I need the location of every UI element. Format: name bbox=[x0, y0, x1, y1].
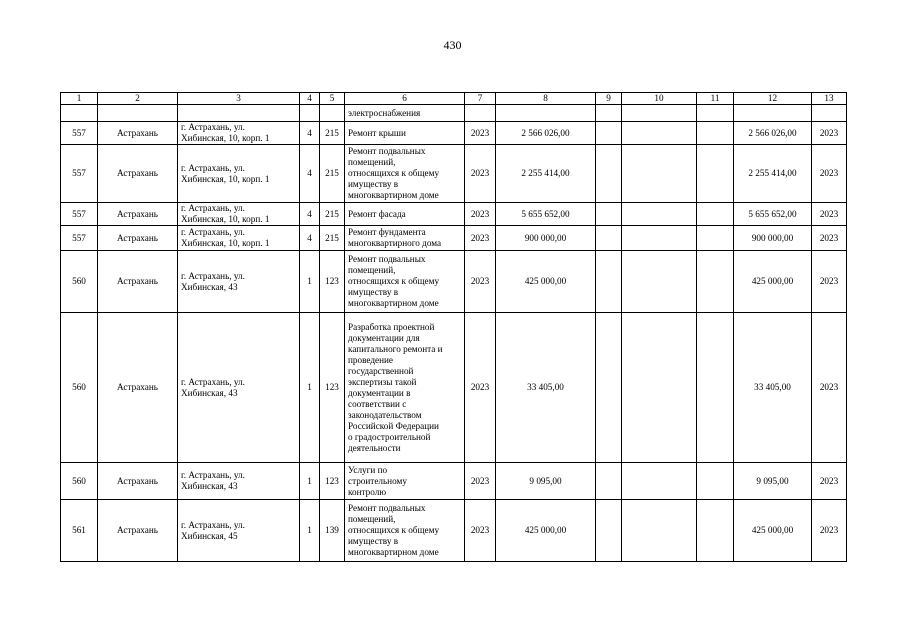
city-cell: Астрахань bbox=[98, 463, 178, 500]
table-row bbox=[61, 226, 847, 251]
header-row bbox=[61, 93, 847, 105]
cell bbox=[812, 105, 847, 122]
col4-cell: 1 bbox=[300, 313, 320, 463]
col11-cell bbox=[697, 313, 734, 463]
work-cell: Ремонт крыши bbox=[345, 122, 465, 145]
amount-cell: 2 566 026,00 bbox=[496, 122, 596, 145]
col11-cell bbox=[697, 226, 734, 251]
row-id-cell: 560 bbox=[61, 313, 98, 463]
cell bbox=[465, 105, 496, 122]
address-cell: г. Астрахань, ул. Хибинская, 10, корп. 1 bbox=[178, 226, 300, 251]
col10-cell bbox=[622, 122, 697, 145]
year-end-cell: 2023 bbox=[812, 203, 847, 226]
col5-cell: 215 bbox=[320, 122, 345, 145]
page-number: 430 bbox=[443, 38, 462, 52]
row-id-cell: 560 bbox=[61, 251, 98, 313]
col4-cell: 4 bbox=[300, 203, 320, 226]
work-cell: Ремонт подвальных помещений, относящихся к общему имуществу в многоквартирном доме bbox=[345, 500, 465, 562]
col4-cell: 1 bbox=[300, 500, 320, 562]
table-row bbox=[61, 313, 847, 463]
amount-cell: 5 655 652,00 bbox=[496, 203, 596, 226]
col10-cell bbox=[622, 313, 697, 463]
cell bbox=[178, 105, 300, 122]
col11-cell bbox=[697, 203, 734, 226]
continuation-row bbox=[61, 105, 847, 122]
city-cell: Астрахань bbox=[98, 500, 178, 562]
col5-cell: 123 bbox=[320, 313, 345, 463]
cell bbox=[697, 105, 734, 122]
total-cell: 425 000,00 bbox=[734, 251, 812, 313]
year-cell: 2023 bbox=[465, 203, 496, 226]
work-cell: Ремонт фасада bbox=[345, 203, 465, 226]
year-end-cell: 2023 bbox=[812, 122, 847, 145]
col9-cell bbox=[596, 313, 622, 463]
col10-cell bbox=[622, 203, 697, 226]
col5-cell: 215 bbox=[320, 226, 345, 251]
col4-cell: 4 bbox=[300, 226, 320, 251]
row-id-cell: 561 bbox=[61, 500, 98, 562]
total-cell: 2 566 026,00 bbox=[734, 122, 812, 145]
col9-cell bbox=[596, 251, 622, 313]
year-end-cell: 2023 bbox=[812, 145, 847, 203]
col5-cell: 123 bbox=[320, 463, 345, 500]
col5-cell: 139 bbox=[320, 500, 345, 562]
col9-cell bbox=[596, 226, 622, 251]
address-cell: г. Астрахань, ул. Хибинская, 10, корп. 1 bbox=[178, 122, 300, 145]
total-cell: 2 255 414,00 bbox=[734, 145, 812, 203]
header-cell: 1 bbox=[61, 93, 98, 105]
row-id-cell: 560 bbox=[61, 463, 98, 500]
year-end-cell: 2023 bbox=[812, 500, 847, 562]
col4-cell: 1 bbox=[300, 463, 320, 500]
col10-cell bbox=[622, 500, 697, 562]
col5-cell: 123 bbox=[320, 251, 345, 313]
address-cell: г. Астрахань, ул. Хибинская, 10, корп. 1 bbox=[178, 203, 300, 226]
cell bbox=[61, 105, 98, 122]
repair-program-table bbox=[60, 92, 847, 562]
col4-cell: 4 bbox=[300, 145, 320, 203]
work-cell: Разработка проектной документации для капитального ремонта и проведение государственной экспертизы такой документации в соответствии с законодательством Российской Федерации о градостроительной деятельности bbox=[345, 313, 465, 463]
city-cell: Астрахань bbox=[98, 122, 178, 145]
col10-cell bbox=[622, 251, 697, 313]
total-cell: 425 000,00 bbox=[734, 500, 812, 562]
year-cell: 2023 bbox=[465, 500, 496, 562]
cell bbox=[596, 105, 622, 122]
total-cell: 33 405,00 bbox=[734, 313, 812, 463]
cell bbox=[622, 105, 697, 122]
col9-cell bbox=[596, 500, 622, 562]
header-cell: 3 bbox=[178, 93, 300, 105]
year-cell: 2023 bbox=[465, 463, 496, 500]
city-cell: Астрахань bbox=[98, 203, 178, 226]
col10-cell bbox=[622, 226, 697, 251]
city-cell: Астрахань bbox=[98, 226, 178, 251]
col4-cell: 4 bbox=[300, 122, 320, 145]
col10-cell bbox=[622, 145, 697, 203]
col9-cell bbox=[596, 203, 622, 226]
address-cell: г. Астрахань, ул. Хибинская, 43 bbox=[178, 313, 300, 463]
header-cell: 8 bbox=[496, 93, 596, 105]
header-cell: 12 bbox=[734, 93, 812, 105]
year-cell: 2023 bbox=[465, 122, 496, 145]
year-end-cell: 2023 bbox=[812, 313, 847, 463]
col11-cell bbox=[697, 463, 734, 500]
table-row bbox=[61, 145, 847, 203]
header-cell: 6 bbox=[345, 93, 465, 105]
year-cell: 2023 bbox=[465, 313, 496, 463]
col11-cell bbox=[697, 500, 734, 562]
row-id-cell: 557 bbox=[61, 203, 98, 226]
amount-cell: 425 000,00 bbox=[496, 500, 596, 562]
cell bbox=[496, 105, 596, 122]
address-cell: г. Астрахань, ул. Хибинская, 43 bbox=[178, 251, 300, 313]
col9-cell bbox=[596, 145, 622, 203]
col9-cell bbox=[596, 122, 622, 145]
header-cell: 7 bbox=[465, 93, 496, 105]
header-cell: 13 bbox=[812, 93, 847, 105]
year-cell: 2023 bbox=[465, 145, 496, 203]
col4-cell: 1 bbox=[300, 251, 320, 313]
col9-cell bbox=[596, 463, 622, 500]
row-id-cell: 557 bbox=[61, 226, 98, 251]
city-cell: Астрахань bbox=[98, 251, 178, 313]
table-row bbox=[61, 203, 847, 226]
work-cell: Ремонт фундамента многоквартирного дома bbox=[345, 226, 465, 251]
cell bbox=[320, 105, 345, 122]
row-id-cell: 557 bbox=[61, 122, 98, 145]
work-cell: Ремонт подвальных помещений, относящихся к общему имуществу в многоквартирном доме bbox=[345, 145, 465, 203]
col10-cell bbox=[622, 463, 697, 500]
col11-cell bbox=[697, 122, 734, 145]
amount-cell: 425 000,00 bbox=[496, 251, 596, 313]
total-cell: 5 655 652,00 bbox=[734, 203, 812, 226]
row-id-cell: 557 bbox=[61, 145, 98, 203]
year-end-cell: 2023 bbox=[812, 226, 847, 251]
address-cell: г. Астрахань, ул. Хибинская, 45 bbox=[178, 500, 300, 562]
work-cell: Услуги по строительному контролю bbox=[345, 463, 465, 500]
address-cell: г. Астрахань, ул. Хибинская, 10, корп. 1 bbox=[178, 145, 300, 203]
col5-cell: 215 bbox=[320, 203, 345, 226]
table-row bbox=[61, 463, 847, 500]
amount-cell: 33 405,00 bbox=[496, 313, 596, 463]
header-cell: 10 bbox=[622, 93, 697, 105]
header-cell: 4 bbox=[300, 93, 320, 105]
city-cell: Астрахань bbox=[98, 313, 178, 463]
year-cell: 2023 bbox=[465, 251, 496, 313]
table-row bbox=[61, 251, 847, 313]
amount-cell: 900 000,00 bbox=[496, 226, 596, 251]
header-cell: 11 bbox=[697, 93, 734, 105]
cell bbox=[300, 105, 320, 122]
city-cell: Астрахань bbox=[98, 145, 178, 203]
col11-cell bbox=[697, 145, 734, 203]
total-cell: 9 095,00 bbox=[734, 463, 812, 500]
table-row bbox=[61, 122, 847, 145]
year-cell: 2023 bbox=[465, 226, 496, 251]
total-cell: 900 000,00 bbox=[734, 226, 812, 251]
cell bbox=[734, 105, 812, 122]
year-end-cell: 2023 bbox=[812, 463, 847, 500]
work-cell: Ремонт подвальных помещений, относящихся к общему имуществу в многоквартирном доме bbox=[345, 251, 465, 313]
header-cell: 5 bbox=[320, 93, 345, 105]
amount-cell: 2 255 414,00 bbox=[496, 145, 596, 203]
header-cell: 2 bbox=[98, 93, 178, 105]
year-end-cell: 2023 bbox=[812, 251, 847, 313]
col11-cell bbox=[697, 251, 734, 313]
address-cell: г. Астрахань, ул. Хибинская, 43 bbox=[178, 463, 300, 500]
work-cell: электроснабжения bbox=[345, 105, 465, 122]
header-cell: 9 bbox=[596, 93, 622, 105]
col5-cell: 215 bbox=[320, 145, 345, 203]
amount-cell: 9 095,00 bbox=[496, 463, 596, 500]
table-row bbox=[61, 500, 847, 562]
cell bbox=[98, 105, 178, 122]
